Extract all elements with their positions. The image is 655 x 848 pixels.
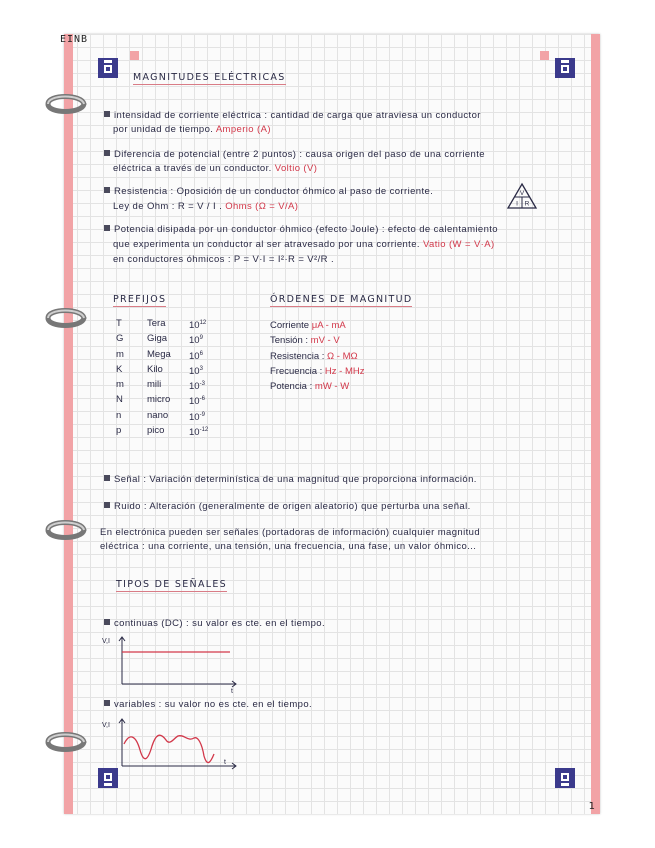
unit-watt: Vatio (W = V·A)	[423, 239, 495, 250]
binder-ring-icon	[44, 730, 88, 754]
left-margin-strip	[64, 34, 73, 814]
binder-ring-icon	[44, 92, 88, 116]
item-resistance-line1: Resistencia : Oposición de un conductor óhmico al paso de corriente.	[104, 186, 433, 197]
right-margin-strip	[588, 34, 600, 814]
unit-volt: Voltio (V)	[274, 163, 318, 174]
dc-signal-graph	[100, 632, 250, 694]
section-title-magnitudes: MAGNITUDES ELÉCTRICAS	[133, 72, 286, 83]
electronics-paragraph-line1: En electrónica pueden ser señales (portadoras de información) cualquier magnitud	[100, 527, 481, 538]
triangle-i: I	[516, 200, 518, 208]
bullet-icon	[104, 111, 110, 117]
prefix-names: Tera Giga Mega Kilo mili micro nano pico	[147, 318, 171, 437]
triangle-v: V	[519, 190, 525, 197]
bullet-icon	[104, 150, 110, 156]
item-voltage-line1: Diferencia de potencial (entre 2 puntos) : causa origen del paso de una corriente	[104, 149, 485, 160]
corner-mark	[130, 51, 139, 60]
orders-list: Corriente μA - mA Tensión : mV - V Resistencia : Ω - MΩ Frecuencia : Hz - MHz Potencia : mW - W	[270, 320, 365, 393]
ohm-law-triangle-icon	[506, 182, 538, 210]
variable-signal-graph	[100, 714, 250, 776]
dc-y-label: V,I	[102, 638, 110, 645]
item-power-line1: Potencia disipada por un conductor óhmico (efecto Joule) : efecto de calentamiento	[104, 224, 498, 235]
binder-ring-icon	[44, 306, 88, 330]
var-x-label: t	[224, 759, 226, 766]
brand-logo-icon	[555, 58, 575, 78]
bullet-icon	[104, 187, 110, 193]
signal-types-title: TIPOS DE SEÑALES	[116, 579, 227, 590]
bullet-icon	[104, 225, 110, 231]
orders-title: ÓRDENES DE MAGNITUD	[270, 294, 413, 305]
item-resistance-line2: Ley de Ohm : R = V / I . Ohms (Ω = V/A)	[113, 201, 299, 212]
item-voltage-line2: eléctrica a través de un conductor. Voltio (V)	[113, 163, 318, 174]
prefix-symbols: T G m K m N n p	[116, 318, 124, 437]
item-intensity-line2: por unidad de tiempo. Amperio (A)	[113, 124, 271, 135]
signal-definition: Señal : Variación determinística de una magnitud que proporciona información.	[104, 474, 477, 485]
corner-label: EINB	[60, 34, 89, 45]
corner-mark	[540, 51, 549, 60]
binder-ring-icon	[44, 518, 88, 542]
page-number: 1	[588, 801, 595, 812]
electronics-paragraph-line2: eléctrica : una corriente, una tensión, una frecuencia, una fase, un valor óhmico...	[100, 541, 477, 552]
brand-logo-icon	[555, 768, 575, 788]
var-y-label: V,I	[102, 722, 110, 729]
item-intensity-line1: intensidad de corriente eléctrica : cantidad de carga que atraviesa un conductor	[104, 110, 481, 121]
bullet-icon	[104, 700, 110, 706]
bullet-icon	[104, 619, 110, 625]
unit-ohm: Ohms (Ω = V/A)	[225, 201, 299, 212]
bullet-icon	[104, 475, 110, 481]
item-power-line2: que experimenta un conductor al ser atravesado por una corriente. Vatio (W = V·A)	[113, 239, 495, 250]
unit-ampere: Amperio (A)	[215, 124, 271, 135]
dc-x-label: t	[231, 688, 233, 694]
brand-logo-icon	[98, 58, 118, 78]
item-power-line3: en conductores óhmicos : P = V·I = I²·R = V²/R .	[113, 254, 334, 265]
prefix-powers: $10^{12}$ $10^9$ $10^6$ $10^3$ $10^{-3}$ $10^{-6}$ $10^{-9}$ $10^{-12}$	[189, 320, 209, 439]
noise-definition: Ruido : Alteración (generalmente de origen aleatorio) que perturba una señal.	[104, 501, 471, 512]
triangle-r: R	[524, 200, 530, 208]
bullet-icon	[104, 502, 110, 508]
continuous-signal-label: continuas (DC) : su valor es cte. en el tiempo.	[104, 618, 325, 629]
variable-signal-label: variables : su valor no es cte. en el tiempo.	[104, 699, 312, 710]
prefixes-title: PREFIJOS	[113, 294, 167, 305]
